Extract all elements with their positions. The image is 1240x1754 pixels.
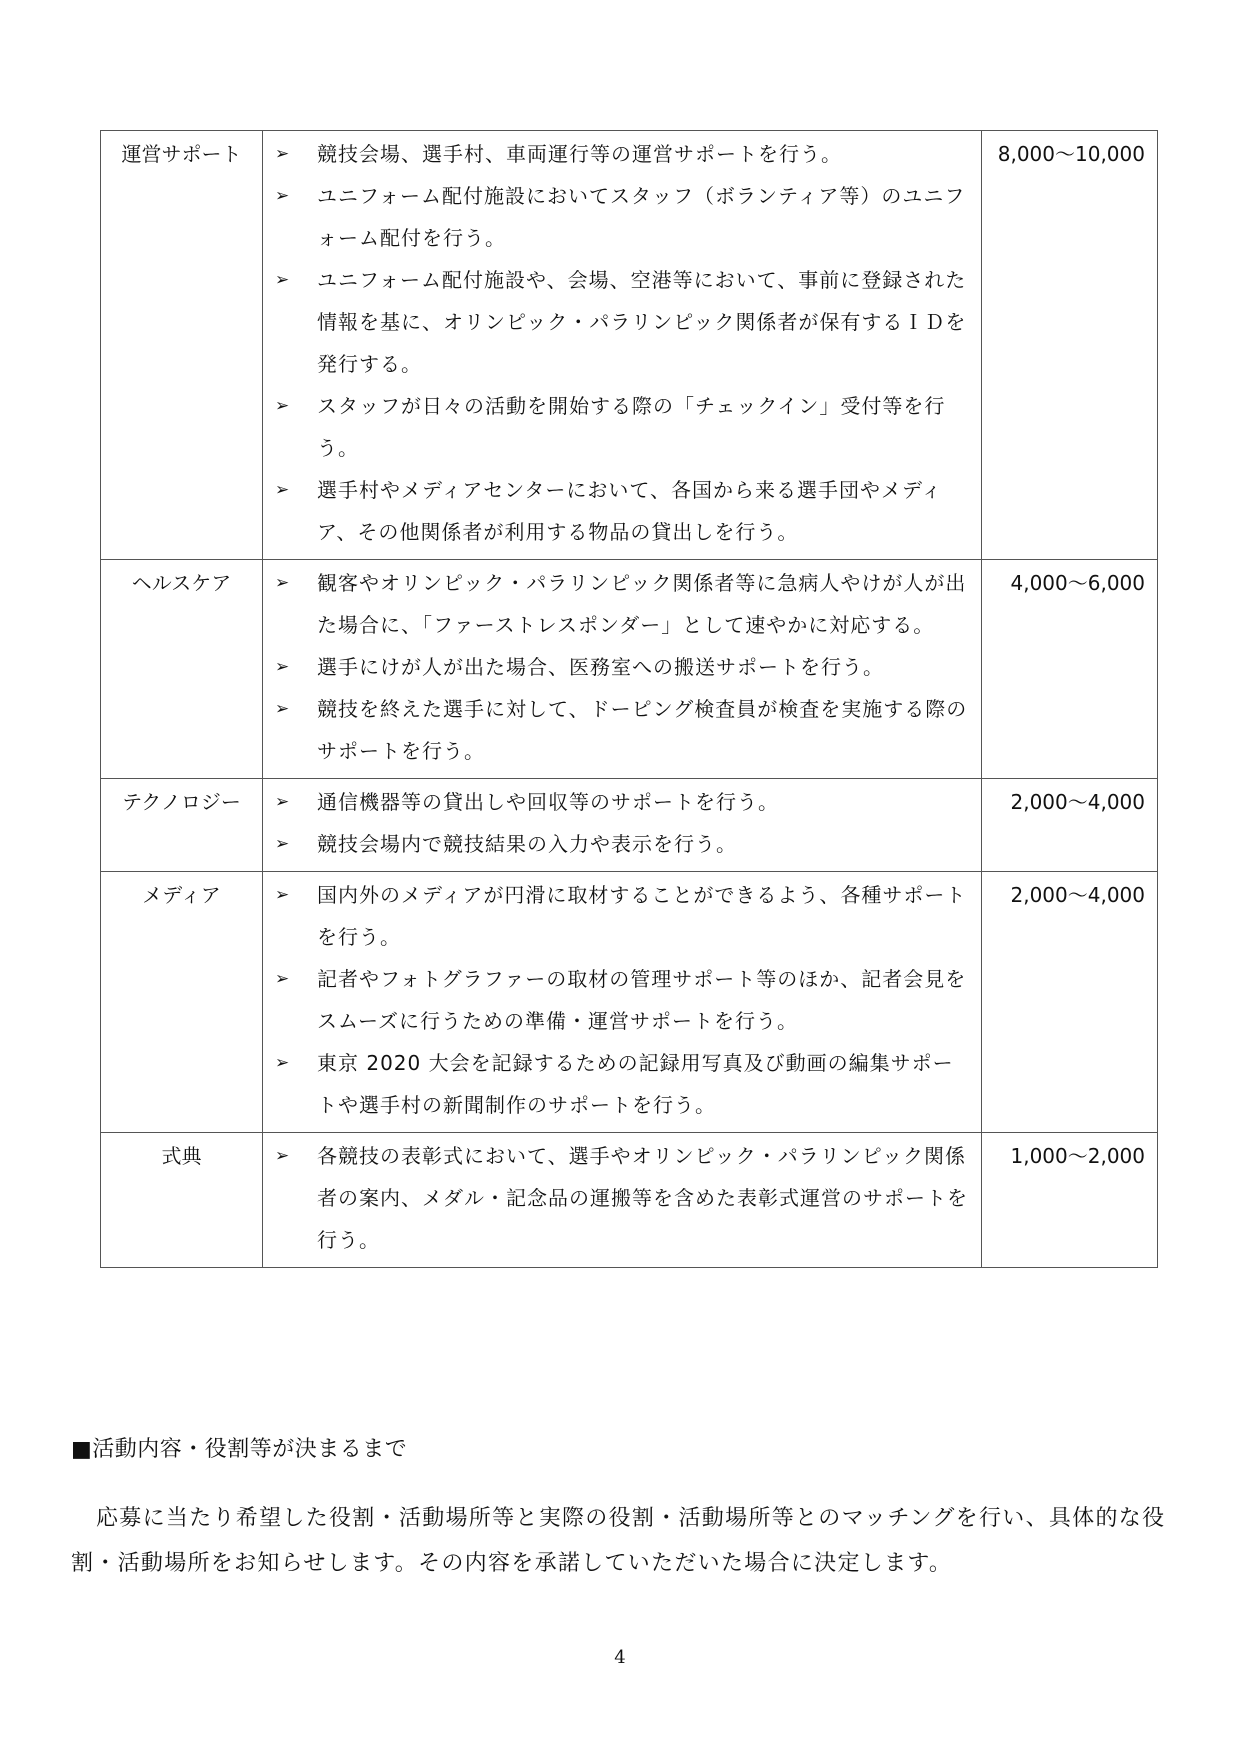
role-duties-cell (263, 560, 982, 779)
section-body: 応募に当たり希望した役割・活動場所等と実際の役割・活動場所等とのマッチングを行い、具体的な役割・活動場所をお知らせします。その内容を承諾していただいた場合に決定します。 (71, 1506, 1166, 1576)
role-count: 2,000～4,000 (982, 872, 1158, 1133)
role-count: 8,000～10,000 (982, 131, 1158, 560)
duty-text: 競技を終えた選手に対して、ドーピング検査員が検査を実施する際のサポートを行う。 (317, 697, 968, 763)
duty-item (263, 958, 969, 1042)
table-row (101, 131, 1158, 560)
duty-text: 国内外のメディアが円滑に取材することができるよう、各種サポートを行う。 (317, 883, 967, 949)
role-name: 運営サポート (101, 131, 263, 560)
arrow-bullet-icon: ➢ (275, 969, 291, 989)
duty-item (263, 133, 969, 175)
duty-text: 競技会場、選手村、車両運行等の運営サポートを行う。 (317, 142, 842, 166)
arrow-bullet-icon: ➢ (275, 885, 291, 905)
arrow-bullet-icon: ➢ (275, 573, 291, 593)
arrow-bullet-icon: ➢ (275, 396, 291, 416)
role-name: テクノロジー (101, 779, 263, 872)
arrow-bullet-icon: ➢ (275, 699, 291, 719)
role-count: 4,000～6,000 (982, 560, 1158, 779)
section-heading: ■活動内容・役割等が決まるまで (71, 1437, 408, 1462)
duty-text: 東京 2020 大会を記録するための記録用写真及び動画の編集サポートや選手村の新聞制作のサポートを行う。 (317, 1051, 954, 1117)
arrow-bullet-icon: ➢ (275, 657, 291, 677)
table-row (101, 779, 1158, 872)
duty-list (263, 562, 969, 772)
role-duties-cell (263, 131, 982, 560)
role-duties-cell (263, 779, 982, 872)
role-count: 1,000～2,000 (982, 1133, 1158, 1268)
duty-text: 選手にけが人が出た場合、医務室への搬送サポートを行う。 (317, 655, 884, 679)
duty-text: 記者やフォトグラファーの取材の管理サポート等のほか、記者会見をスムーズに行うための準備・運営サポートを行う。 (317, 967, 967, 1033)
page-number: 4 (614, 1647, 626, 1668)
table-row (101, 560, 1158, 779)
duty-item (263, 781, 969, 823)
duty-item (263, 175, 969, 259)
arrow-bullet-icon: ➢ (275, 834, 291, 854)
table-row (101, 1133, 1158, 1268)
arrow-bullet-icon: ➢ (275, 270, 291, 290)
duty-item (263, 259, 969, 385)
duty-text: 競技会場内で競技結果の入力や表示を行う。 (317, 832, 737, 856)
role-name: メディア (101, 872, 263, 1133)
table-row (101, 872, 1158, 1133)
duty-item (263, 562, 969, 646)
duty-item (263, 469, 969, 553)
duty-item (263, 385, 969, 469)
duty-text: 観客やオリンピック・パラリンピック関係者等に急病人やけが人が出た場合に、「ファーストレスポンダー」として速やかに対応する。 (317, 571, 967, 637)
duty-list (263, 133, 969, 553)
duty-item (263, 1135, 969, 1261)
role-duties-cell (263, 872, 982, 1133)
role-name: 式典 (101, 1133, 263, 1268)
role-duties-cell (263, 1133, 982, 1268)
roles-table (100, 130, 1158, 1268)
arrow-bullet-icon: ➢ (275, 792, 291, 812)
duty-text: 通信機器等の貸出しや回収等のサポートを行う。 (317, 790, 779, 814)
duty-item (263, 646, 969, 688)
arrow-bullet-icon: ➢ (275, 144, 291, 164)
duty-text: 選手村やメディアセンターにおいて、各国から来る選手団やメディア、その他関係者が利用する物品の貸出しを行う。 (317, 478, 943, 544)
duty-text: ユニフォーム配付施設や、会場、空港等において、事前に登録された情報を基に、オリンピック・パラリンピック関係者が保有するＩＤを発行する。 (317, 268, 967, 376)
duty-item (263, 1042, 969, 1126)
duty-list (263, 874, 969, 1126)
duty-text: スタッフが日々の活動を開始する際の「チェックイン」受付等を行う。 (317, 394, 946, 460)
duty-text: 各競技の表彰式において、選手やオリンピック・パラリンピック関係者の案内、メダル・記念品の運搬等を含めた表彰式運営のサポートを行う。 (317, 1144, 968, 1252)
duty-list (263, 781, 969, 865)
duty-list (263, 1135, 969, 1261)
role-name: ヘルスケア (101, 560, 263, 779)
duty-item (263, 874, 969, 958)
arrow-bullet-icon: ➢ (275, 1053, 291, 1073)
duty-item (263, 823, 969, 865)
arrow-bullet-icon: ➢ (275, 186, 291, 206)
duty-text: ユニフォーム配付施設においてスタッフ（ボランティア等）のユニフォーム配付を行う。 (317, 184, 966, 250)
duty-item (263, 688, 969, 772)
arrow-bullet-icon: ➢ (275, 1146, 291, 1166)
role-count: 2,000～4,000 (982, 779, 1158, 872)
arrow-bullet-icon: ➢ (275, 480, 291, 500)
